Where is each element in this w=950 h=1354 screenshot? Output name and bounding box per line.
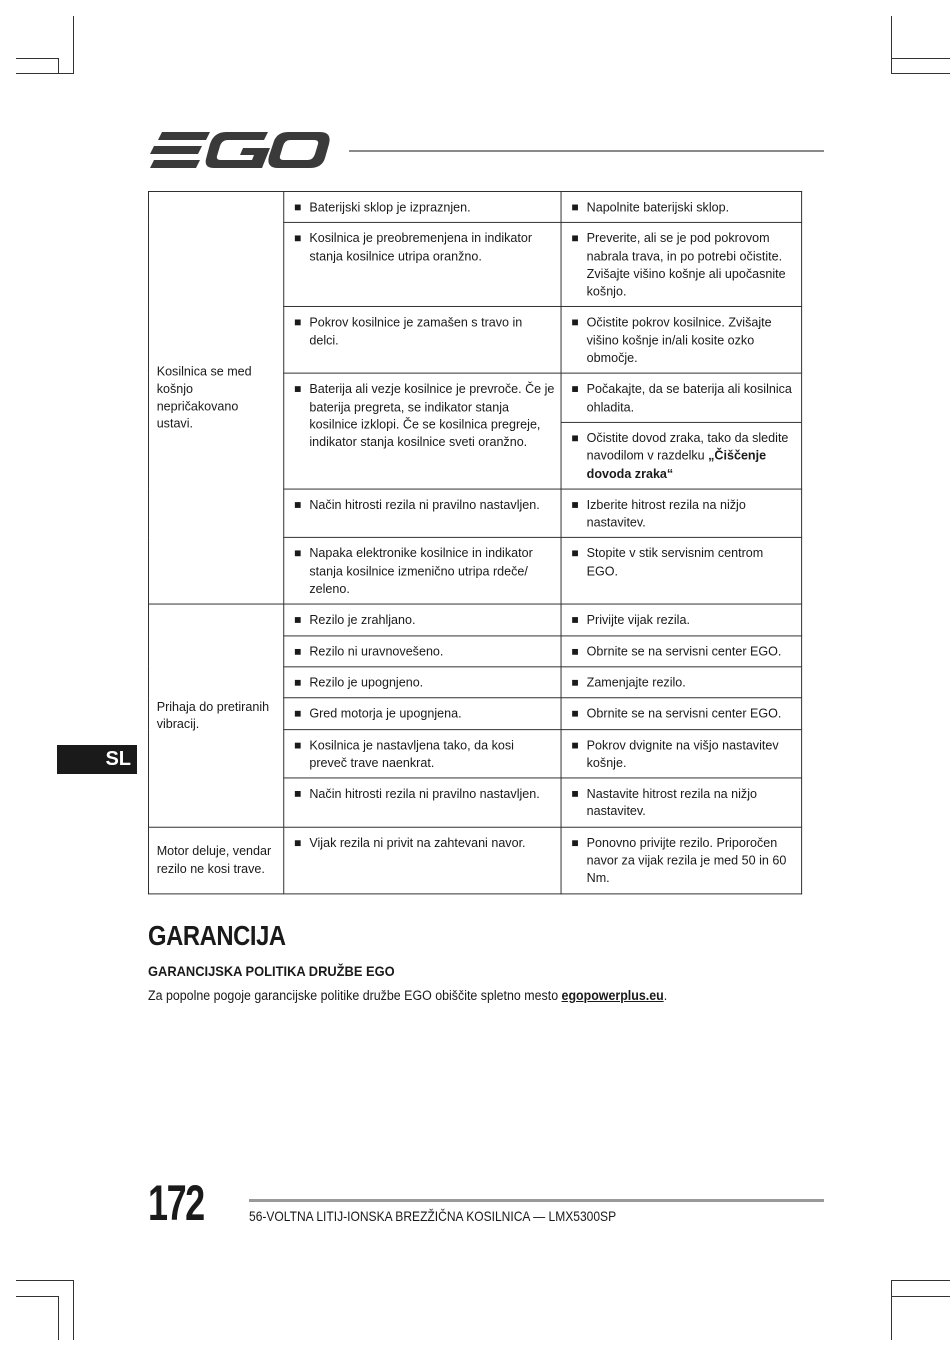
crop-mark xyxy=(891,1280,950,1281)
cause-item xyxy=(294,230,555,265)
bullet-icon xyxy=(295,236,301,242)
solution-item xyxy=(571,643,795,661)
solution-text: Nastavite hitrost rezila na nižjo nastavitev. xyxy=(586,786,757,819)
footer-rule xyxy=(249,1199,824,1202)
crop-mark xyxy=(16,73,74,74)
cause-item xyxy=(294,199,555,217)
solution-text-part: Očistite dovod zraka, tako da sledite navodilom v razdelku xyxy=(586,430,789,463)
solution-cell xyxy=(561,538,802,605)
warranty-text-suffix: . xyxy=(663,988,668,1003)
bullet-icon xyxy=(295,711,301,717)
cause-text: Kosilnica je nastavljena tako, da kosi preveč trave naenkrat. xyxy=(309,737,514,770)
solution-text: Izberite hitrost rezila na nižjo nastavitev. xyxy=(586,497,746,530)
solution-text: Preverite, ali se je pod pokrovom nabrala trava, in po potrebi očistite. Zvišajte višino košnje ali upočasnite košnjo. xyxy=(586,230,786,299)
cause-text: Način hitrosti rezila ni pravilno nastavljen. xyxy=(309,497,540,512)
solution-cell xyxy=(561,667,802,698)
solution-text: Stopite v stik servisnim centrom EGO. xyxy=(586,546,764,579)
cause-cell xyxy=(284,307,561,374)
solution-text: Privijte vijak rezila. xyxy=(586,612,690,628)
bullet-icon xyxy=(295,840,301,846)
bullet-icon xyxy=(572,791,578,797)
bullet-icon xyxy=(295,791,301,797)
solution-item xyxy=(571,612,795,630)
solution-text: Obrnite se na servisni center EGO. xyxy=(586,706,782,721)
cause-item xyxy=(294,736,555,771)
bullet-icon xyxy=(572,236,578,242)
cause-cell xyxy=(284,698,561,729)
footer-title: 56-VOLTNA LITIJ-IONSKA BREZŽIČNA KOSILNICA — LMX5300SP xyxy=(249,1208,617,1224)
cause-cell xyxy=(284,729,561,778)
solution-text: Očistite pokrov kosilnice. Zvišajte višino košnje in/ali kosite ozko območje. xyxy=(586,315,772,365)
cause-text: Rezilo je zrahljano. xyxy=(309,612,416,628)
solution-text: Zamenjajte rezilo. xyxy=(586,674,686,690)
solution-text: Počakajte, da se baterija ali kosilnica ohladita. xyxy=(586,381,792,414)
solution-cell xyxy=(561,778,802,827)
cause-text: Kosilnica je preobremenjena in indikator stanja kosilnice utripa oranžno. xyxy=(309,230,533,264)
bullet-icon xyxy=(295,742,301,748)
bullet-icon xyxy=(295,320,301,326)
solution-cell xyxy=(561,223,802,307)
cause-text: Gred motorja je upognjena. xyxy=(309,706,462,721)
language-tab: SL xyxy=(57,745,137,774)
crop-mark xyxy=(891,58,950,59)
solution-cell xyxy=(561,489,802,538)
troubleshooting-table xyxy=(148,191,802,894)
crop-mark xyxy=(58,58,59,74)
crop-mark xyxy=(73,16,74,74)
bullet-icon xyxy=(572,387,578,393)
warranty-link[interactable]: egopowerplus.eu xyxy=(561,988,664,1003)
solution-item xyxy=(571,496,795,531)
solution-item xyxy=(571,430,795,483)
cause-cell xyxy=(284,604,561,635)
cause-cell xyxy=(284,667,561,698)
solution-cell xyxy=(561,191,802,222)
cause-item xyxy=(294,314,555,349)
cause-cell xyxy=(284,191,561,222)
table-row xyxy=(148,604,801,635)
bullet-icon xyxy=(572,711,578,717)
warranty-text-body: Za popolne pogoje garancijske politike družbe EGO obiščite spletno mesto xyxy=(148,988,562,1003)
solution-item xyxy=(571,545,795,580)
cause-item xyxy=(294,705,555,723)
solution-item xyxy=(571,199,795,217)
crop-mark xyxy=(16,1296,58,1297)
solution-item xyxy=(571,674,795,692)
header-rule xyxy=(349,150,824,152)
solution-item xyxy=(571,230,795,301)
solution-item xyxy=(571,381,795,416)
cause-cell xyxy=(284,827,561,894)
crop-mark xyxy=(891,1296,950,1297)
cause-text: Način hitrosti rezila ni pravilno nastavljen. xyxy=(309,786,540,801)
cause-text: Napaka elektronike kosilnice in indikator stanja kosilnice izmenično utripa rdeče/ zeleno. xyxy=(309,546,533,596)
bullet-icon xyxy=(572,742,578,748)
bullet-icon xyxy=(572,840,578,846)
cause-text: Baterijski sklop je izpraznjen. xyxy=(309,199,471,215)
solution-item xyxy=(571,785,795,820)
bullet-icon xyxy=(295,387,301,393)
cause-text: Vijak rezila ni privit na zahtevani navor. xyxy=(309,835,526,850)
solution-text: Obrnite se na servisni center EGO. xyxy=(586,643,782,659)
ego-logo xyxy=(148,128,332,172)
solution-cell xyxy=(561,373,802,488)
solution-cell xyxy=(561,827,802,894)
solution-text: Ponovno privijte rezilo. Priporočen navor za vijak rezila je med 50 in 60 Nm. xyxy=(586,835,787,886)
warranty-title: GARANCIJA xyxy=(148,920,286,951)
problem-cell: Prihaja do pretiranih vibracij. xyxy=(148,604,283,827)
bullet-icon xyxy=(295,649,301,655)
cause-item xyxy=(294,496,555,514)
cause-cell xyxy=(284,489,561,538)
bullet-icon xyxy=(572,680,578,686)
bullet-icon xyxy=(295,551,301,557)
crop-mark xyxy=(891,73,950,74)
solution-cell xyxy=(561,604,802,635)
cause-item xyxy=(294,834,555,852)
bullet-icon xyxy=(572,551,578,557)
cause-cell xyxy=(284,538,561,605)
cause-text: Rezilo ni uravnovešeno. xyxy=(309,643,444,659)
cause-cell xyxy=(284,373,561,488)
warranty-subtitle: GARANCIJSKA POLITIKA DRUŽBE EGO xyxy=(148,963,395,979)
warranty-text xyxy=(148,988,667,1003)
cause-item xyxy=(294,381,555,452)
bullet-icon xyxy=(572,205,578,211)
crop-mark xyxy=(73,1280,74,1340)
cause-text: Pokrov kosilnice je zamašen s travo in delci. xyxy=(309,315,523,348)
solution-item xyxy=(571,705,795,723)
bullet-icon xyxy=(572,320,578,326)
solution-text: Napolnite baterijski sklop. xyxy=(586,199,730,215)
cause-text: Rezilo je upognjeno. xyxy=(309,674,424,690)
solution-cell xyxy=(561,729,802,778)
solution-cell xyxy=(561,307,802,374)
cause-item xyxy=(294,545,555,598)
cause-cell xyxy=(284,778,561,827)
crop-mark xyxy=(16,1280,74,1281)
bullet-icon xyxy=(295,680,301,686)
bullet-icon xyxy=(572,617,578,623)
cause-cell xyxy=(284,636,561,667)
solution-cell xyxy=(561,698,802,729)
crop-mark xyxy=(891,16,892,74)
cause-text: Baterija ali vezje kosilnice je prevroče. Če je baterija pregreta, se indikator stanja kosilnice izklopi. Če se kosilnica pregreje, indikator stanja kosilnice sveti oranžno. xyxy=(309,381,555,450)
crop-mark xyxy=(16,58,58,59)
problem-cell: Kosilnica se med košnjo nepričakovano ustavi. xyxy=(148,191,283,604)
cause-item xyxy=(294,674,555,692)
solution-text: Pokrov dvignite na višjo nastavitev košnje. xyxy=(586,737,779,770)
bullet-icon xyxy=(295,617,301,623)
page-number: 172 xyxy=(148,1175,204,1231)
table-row xyxy=(148,827,801,894)
cause-cell xyxy=(284,223,561,307)
solution-item xyxy=(571,314,795,367)
bullet-icon xyxy=(295,502,301,508)
crop-mark xyxy=(58,1296,59,1340)
solution-cell xyxy=(561,636,802,667)
bullet-icon xyxy=(572,435,578,441)
cause-item xyxy=(294,785,555,803)
cause-item xyxy=(294,643,555,661)
solution-reference: „Čiščenje dovoda zraka“ xyxy=(586,448,767,481)
solution-item xyxy=(571,736,795,771)
table-row xyxy=(148,191,801,222)
cause-item xyxy=(294,612,555,630)
crop-mark xyxy=(891,1280,892,1340)
problem-cell: Motor deluje, vendar rezilo ne kosi trave. xyxy=(148,827,283,894)
solution-text xyxy=(587,430,796,483)
solution-item xyxy=(571,834,795,887)
bullet-icon xyxy=(572,649,578,655)
bullet-icon xyxy=(295,205,301,211)
bullet-icon xyxy=(572,502,578,508)
